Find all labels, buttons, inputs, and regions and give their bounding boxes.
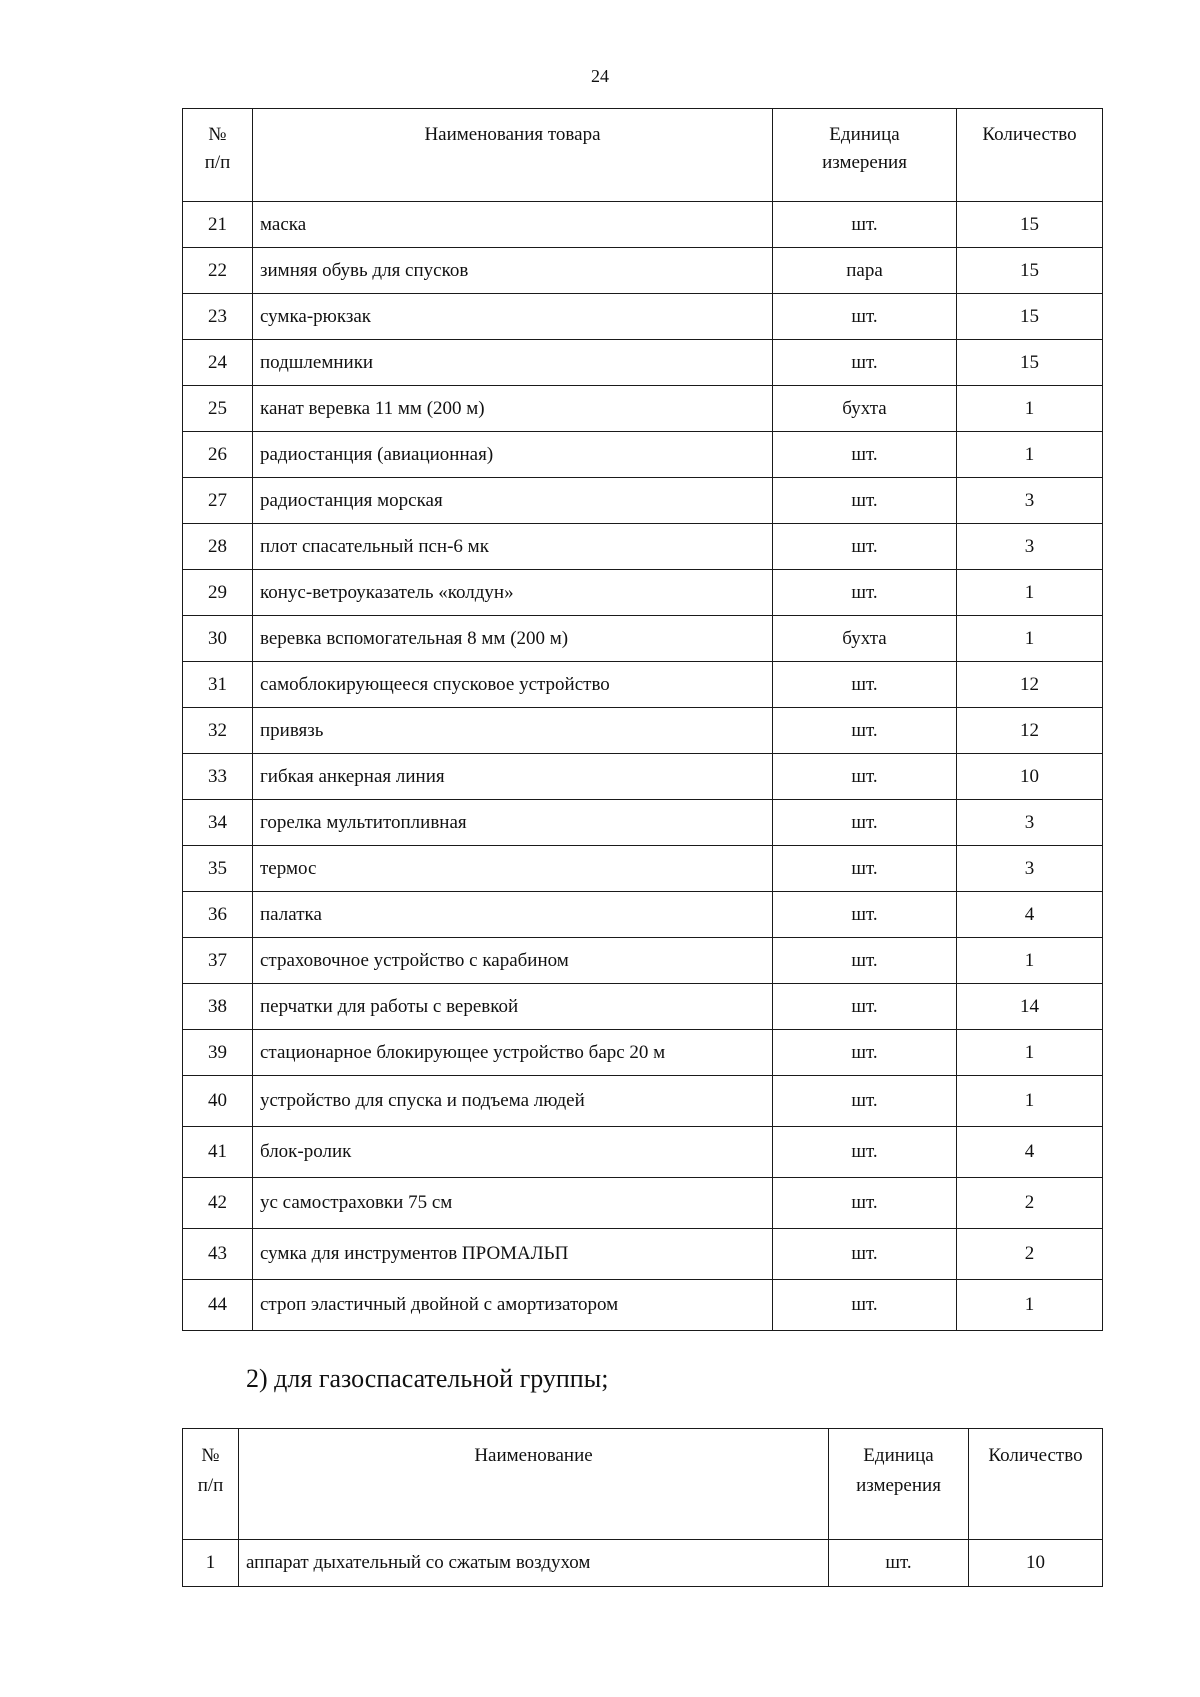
table-row [183, 1540, 1103, 1587]
unit-of-measure: шт. [773, 524, 957, 570]
unit-of-measure: шт. [773, 1280, 957, 1331]
table-row [183, 202, 1103, 248]
unit-of-measure: шт. [773, 892, 957, 938]
item-name: самоблокирующееся спусковое устройство [253, 662, 773, 708]
quantity: 3 [957, 478, 1103, 524]
quantity: 1 [957, 570, 1103, 616]
gas-rescue-table-body [183, 1540, 1103, 1587]
item-name: сумка для инструментов ПРОМАЛЬП [253, 1229, 773, 1280]
item-name: радиостанция (авиационная) [253, 432, 773, 478]
unit-of-measure: шт. [773, 570, 957, 616]
header-unit-line2: измерения [856, 1475, 941, 1496]
item-name: плот спасательный псн-6 мк [253, 524, 773, 570]
item-name: сумка-рюкзак [253, 294, 773, 340]
row-number: 34 [183, 800, 253, 846]
unit-of-measure: шт. [773, 754, 957, 800]
table-row [183, 570, 1103, 616]
item-name: перчатки для работы с веревкой [253, 984, 773, 1030]
row-number: 42 [183, 1178, 253, 1229]
row-number: 40 [183, 1076, 253, 1127]
item-name: устройство для спуска и подъема людей [253, 1076, 773, 1127]
section-heading: 2) для газоспасательной группы; [246, 1364, 609, 1393]
header-quantity: Количество [969, 1429, 1103, 1540]
table-row [183, 1229, 1103, 1280]
header-quantity: Количество [957, 109, 1103, 202]
quantity: 1 [957, 1280, 1103, 1331]
quantity: 1 [957, 1030, 1103, 1076]
header-name: Наименование [239, 1429, 829, 1540]
item-name: страховочное устройство с карабином [253, 938, 773, 984]
row-number: 1 [183, 1540, 239, 1587]
page-number: 24 [591, 66, 609, 86]
quantity: 1 [957, 432, 1103, 478]
quantity: 12 [957, 708, 1103, 754]
quantity: 15 [957, 202, 1103, 248]
row-number: 36 [183, 892, 253, 938]
row-number: 29 [183, 570, 253, 616]
unit-of-measure: шт. [773, 432, 957, 478]
item-name: канат веревка 11 мм (200 м) [253, 386, 773, 432]
table-row [183, 524, 1103, 570]
quantity: 12 [957, 662, 1103, 708]
item-name: радиостанция морская [253, 478, 773, 524]
row-number: 23 [183, 294, 253, 340]
row-number: 27 [183, 478, 253, 524]
item-name: привязь [253, 708, 773, 754]
header-number-symbol: № [208, 124, 227, 145]
unit-of-measure: шт. [773, 1030, 957, 1076]
unit-of-measure: шт. [773, 340, 957, 386]
header-name: Наименования товара [253, 109, 773, 202]
unit-of-measure: шт. [773, 478, 957, 524]
quantity: 1 [957, 1076, 1103, 1127]
unit-of-measure: шт. [773, 1229, 957, 1280]
unit-of-measure: шт. [773, 662, 957, 708]
quantity: 4 [957, 892, 1103, 938]
header-number-abbrev: п/п [204, 152, 231, 173]
table-row [183, 1030, 1103, 1076]
quantity: 3 [957, 524, 1103, 570]
quantity: 10 [969, 1540, 1103, 1587]
unit-of-measure: бухта [773, 616, 957, 662]
table-row [183, 846, 1103, 892]
table-row [183, 386, 1103, 432]
table-row [183, 1127, 1103, 1178]
quantity: 10 [957, 754, 1103, 800]
quantity: 4 [957, 1127, 1103, 1178]
item-name: зимняя обувь для спусков [253, 248, 773, 294]
row-number: 43 [183, 1229, 253, 1280]
unit-of-measure: шт. [773, 1076, 957, 1127]
row-number: 39 [183, 1030, 253, 1076]
table-row [183, 1280, 1103, 1331]
table-row [183, 938, 1103, 984]
quantity: 1 [957, 616, 1103, 662]
row-number: 41 [183, 1127, 253, 1178]
unit-of-measure: шт. [773, 1127, 957, 1178]
header-unit-line1: Единица [863, 1445, 934, 1466]
table-row [183, 616, 1103, 662]
header-number [183, 109, 253, 202]
header-unit-line1: Единица [829, 124, 900, 145]
table-row [183, 984, 1103, 1030]
row-number: 32 [183, 708, 253, 754]
unit-of-measure: шт. [829, 1540, 969, 1587]
row-number: 38 [183, 984, 253, 1030]
unit-of-measure: шт. [773, 202, 957, 248]
table-row [183, 248, 1103, 294]
table-row [183, 432, 1103, 478]
unit-of-measure: шт. [773, 984, 957, 1030]
table-row [183, 1076, 1103, 1127]
table-row [183, 892, 1103, 938]
unit-of-measure: бухта [773, 386, 957, 432]
row-number: 22 [183, 248, 253, 294]
unit-of-measure: шт. [773, 846, 957, 892]
table-row [183, 708, 1103, 754]
row-number: 25 [183, 386, 253, 432]
header-unit [773, 109, 957, 202]
header-unit-line2: измерения [822, 152, 907, 173]
header-number [183, 1429, 239, 1540]
quantity: 1 [957, 386, 1103, 432]
item-name: маска [253, 202, 773, 248]
quantity: 2 [957, 1178, 1103, 1229]
table-row [183, 478, 1103, 524]
item-name: конус-ветроуказатель «колдун» [253, 570, 773, 616]
table-row [183, 340, 1103, 386]
quantity: 15 [957, 294, 1103, 340]
table-row [183, 800, 1103, 846]
header-number-symbol: № [201, 1445, 220, 1466]
row-number: 35 [183, 846, 253, 892]
row-number: 31 [183, 662, 253, 708]
quantity: 15 [957, 248, 1103, 294]
quantity: 3 [957, 846, 1103, 892]
equipment-table [182, 108, 1103, 1331]
quantity: 2 [957, 1229, 1103, 1280]
unit-of-measure: шт. [773, 800, 957, 846]
table-row [183, 662, 1103, 708]
item-name: гибкая анкерная линия [253, 754, 773, 800]
gas-rescue-table [182, 1428, 1103, 1587]
table-header-row [183, 109, 1103, 202]
row-number: 28 [183, 524, 253, 570]
row-number: 26 [183, 432, 253, 478]
unit-of-measure: шт. [773, 1178, 957, 1229]
row-number: 44 [183, 1280, 253, 1331]
quantity: 3 [957, 800, 1103, 846]
row-number: 30 [183, 616, 253, 662]
item-name: горелка мультитопливная [253, 800, 773, 846]
unit-of-measure: шт. [773, 708, 957, 754]
header-unit [829, 1429, 969, 1540]
row-number: 24 [183, 340, 253, 386]
equipment-table-body [183, 202, 1103, 1331]
item-name: блок-ролик [253, 1127, 773, 1178]
item-name: аппарат дыхательный со сжатым воздухом [239, 1540, 829, 1587]
item-name: стационарное блокирующее устройство барс 20 м [253, 1030, 773, 1076]
item-name: подшлемники [253, 340, 773, 386]
unit-of-measure: шт. [773, 294, 957, 340]
table-header-row [183, 1429, 1103, 1540]
item-name: термос [253, 846, 773, 892]
item-name: ус самостраховки 75 см [253, 1178, 773, 1229]
quantity: 1 [957, 938, 1103, 984]
quantity: 15 [957, 340, 1103, 386]
item-name: палатка [253, 892, 773, 938]
table-row [183, 754, 1103, 800]
row-number: 33 [183, 754, 253, 800]
unit-of-measure: пара [773, 248, 957, 294]
table-row [183, 294, 1103, 340]
unit-of-measure: шт. [773, 938, 957, 984]
item-name: строп эластичный двойной с амортизатором [253, 1280, 773, 1331]
table-row [183, 1178, 1103, 1229]
row-number: 37 [183, 938, 253, 984]
item-name: веревка вспомогательная 8 мм (200 м) [253, 616, 773, 662]
header-number-abbrev: п/п [197, 1475, 224, 1496]
row-number: 21 [183, 202, 253, 248]
quantity: 14 [957, 984, 1103, 1030]
